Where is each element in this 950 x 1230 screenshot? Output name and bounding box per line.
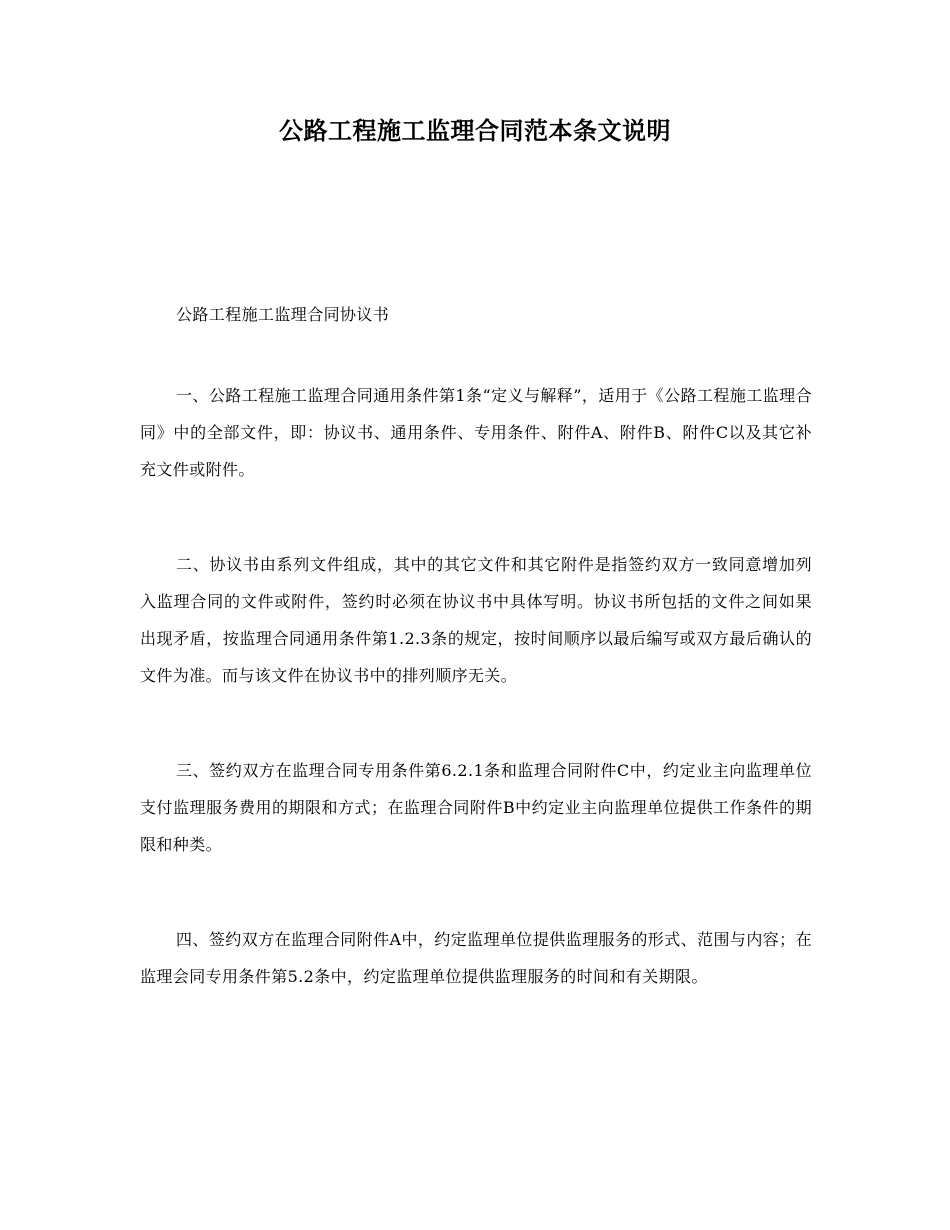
- paragraph-1: 一、公路工程施工监理合同通用条件第1条“定义与解释”，适用于《公路工程施工监理合同》中的全部文件，即：协议书、通用条件、专用条件、附件A、附件B、附件C以及其它补充文件或附件。: [140, 386, 812, 479]
- section-heading: 公路工程施工监理合同协议书: [176, 305, 390, 324]
- document-title: 公路工程施工监理合同范本条文说明: [279, 117, 671, 145]
- document-body: [140, 296, 812, 995]
- paragraph-2: 二、协议书由系列文件组成，其中的其它文件和其它附件是指签约双方一致同意增加列入监理合同的文件或附件，签约时必须在协议书中具体写明。协议书所包括的文件之间如果出现矛盾，按监理合同通用条件第1.2.3条的规定，按时间顺序以最后编写或双方最后确认的文件为准。而与该文件在协议书中的排列顺序无关。: [140, 555, 812, 685]
- paragraph-4: 四、签约双方在监理合同附件A中，约定监理单位提供监理服务的形式、范围与内容；在监理会同专用条件第5.2条中，约定监理单位提供监理服务的时间和有关期限。: [140, 930, 812, 986]
- paragraph-3: 三、签约双方在监理合同专用条件第6.2.1条和监理合同附件C中，约定业主向监理单位支付监理服务费用的期限和方式；在监理合同附件B中约定业主向监理单位提供工作条件的期限和种类。: [140, 761, 812, 854]
